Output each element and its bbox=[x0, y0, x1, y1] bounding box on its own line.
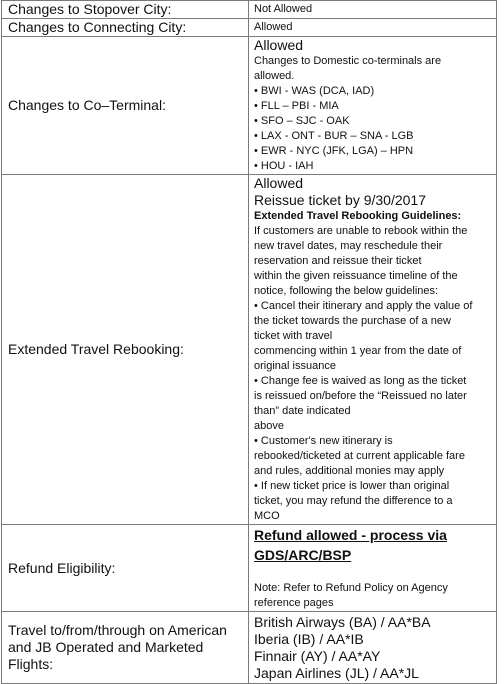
guideline-line: ticket with travel bbox=[254, 330, 333, 342]
guideline-line: If customers are unable to rebook within the bbox=[254, 225, 468, 237]
guideline-line: • Change fee is waived as long as the ticket bbox=[254, 375, 467, 387]
guideline-line: new travel dates, may reschedule their bbox=[254, 240, 443, 252]
carrier-item: Finnair (AY) / AA*AY bbox=[254, 647, 381, 664]
policy-table bbox=[1, 0, 497, 684]
guideline-line: commencing within 1 year from the date of bbox=[254, 345, 462, 357]
refund-headline: Refund allowed - process via bbox=[254, 527, 447, 543]
guideline-line: • Cancel their itinerary and apply the value of bbox=[254, 300, 473, 312]
guideline-line: above bbox=[254, 420, 284, 432]
coterminal-label: Changes to Co–Terminal: bbox=[2, 37, 249, 175]
coterminal-note: allowed. bbox=[254, 70, 295, 82]
refund-label: Refund Eligibility: bbox=[2, 525, 249, 612]
coterminal-item: • FLL – PBI - MIA bbox=[254, 100, 339, 112]
table-row bbox=[2, 19, 497, 37]
carrier-item: Japan Airlines (JL) / AA*JL bbox=[254, 664, 419, 681]
guideline-line: • If new ticket price is lower than original bbox=[254, 480, 450, 492]
extended-status: Allowed bbox=[254, 175, 304, 191]
guideline-line: is reissued on/before the “Reissued no later bbox=[254, 390, 467, 402]
stopover-value: Not Allowed bbox=[249, 1, 497, 19]
guidelines-title: Extended Travel Rebooking Guidelines: bbox=[254, 210, 462, 222]
coterminal-item: • SFO – SJC - OAK bbox=[254, 115, 350, 127]
travel-label bbox=[2, 612, 249, 684]
guideline-line: reservation and reissue their ticket bbox=[254, 255, 422, 267]
connecting-value: Allowed bbox=[249, 19, 497, 37]
table-row bbox=[2, 525, 497, 612]
reissue-date: Reissue ticket by 9/30/2017 bbox=[254, 192, 426, 208]
guideline-line: MCO bbox=[254, 510, 280, 522]
connecting-label: Changes to Connecting City: bbox=[2, 19, 249, 37]
guideline-line: ticket, you may refund the difference to a bbox=[254, 495, 453, 507]
guideline-line: original issuance bbox=[254, 360, 336, 372]
stopover-label: Changes to Stopover City: bbox=[2, 1, 249, 19]
coterminal-item: • HOU - IAH bbox=[254, 160, 314, 172]
refund-note: reference pages bbox=[254, 597, 334, 609]
coterminal-status: Allowed bbox=[254, 37, 304, 53]
coterminal-item: • EWR - NYC (JFK, LGA) – HPN bbox=[254, 145, 414, 157]
refund-cell bbox=[249, 525, 497, 612]
carrier-item: Iberia (IB) / AA*IB bbox=[254, 630, 364, 647]
table-row bbox=[2, 37, 497, 175]
carrier-item: British Airways (BA) / AA*BA bbox=[254, 613, 431, 630]
guideline-line: within the given reissuance timeline of the bbox=[254, 270, 458, 282]
guideline-line: and rules, additional monies may apply bbox=[254, 465, 445, 477]
coterminal-note: Changes to Domestic co-terminals are bbox=[254, 55, 442, 67]
coterminal-cell bbox=[249, 37, 497, 175]
guideline-line: the ticket towards the purchase of a new bbox=[254, 315, 451, 327]
travel-label-line: Flights: bbox=[8, 656, 54, 672]
table-row bbox=[2, 175, 497, 525]
extended-label: Extended Travel Rebooking: bbox=[2, 175, 249, 525]
guideline-line: rebooked/ticketed at current applicable fare bbox=[254, 450, 465, 462]
travel-label-line: and JB Operated and Marketed bbox=[8, 639, 204, 655]
coterminal-item: • BWI - WAS (DCA, IAD) bbox=[254, 85, 375, 97]
table-row bbox=[2, 1, 497, 19]
carriers-cell bbox=[249, 612, 497, 684]
table-row bbox=[2, 612, 497, 684]
refund-note: Note: Refer to Refund Policy on Agency bbox=[254, 582, 448, 594]
guideline-line: notice, following the below guidelines: bbox=[254, 285, 439, 297]
coterminal-item: • LAX - ONT - BUR – SNA - LGB bbox=[254, 130, 414, 142]
guideline-line: • Customer's new itinerary is bbox=[254, 435, 393, 447]
spacer bbox=[254, 565, 492, 581]
travel-label-line: Travel to/from/through on American bbox=[8, 622, 227, 638]
extended-cell bbox=[249, 175, 497, 525]
guideline-line: than” date indicated bbox=[254, 405, 351, 417]
refund-headline: GDS/ARC/BSP bbox=[254, 547, 352, 563]
